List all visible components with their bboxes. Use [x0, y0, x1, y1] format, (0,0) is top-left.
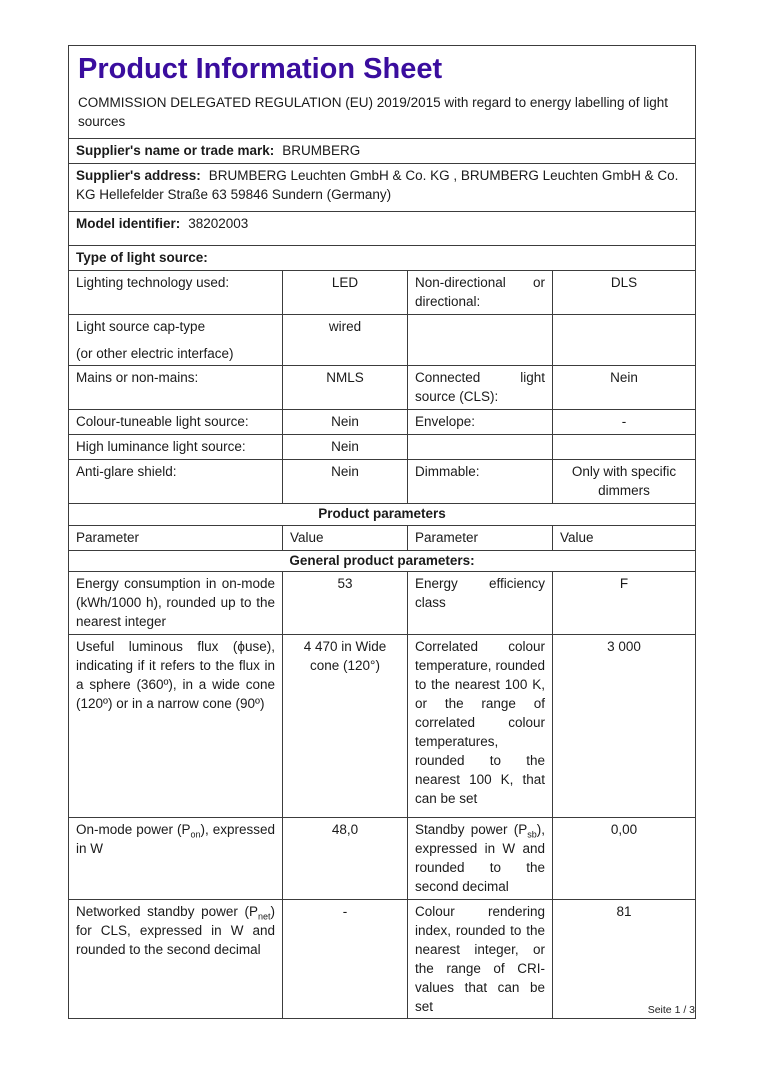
- column-header: Value: [553, 525, 696, 550]
- param-cell: Lighting technology used:: [69, 270, 283, 314]
- table-row: [69, 410, 696, 435]
- header-cell: [69, 46, 696, 139]
- type-section-heading: Type of light source:: [69, 246, 696, 271]
- page-title: Product Information Sheet: [78, 53, 443, 85]
- param-cell: Non-directional or directional:: [408, 270, 553, 314]
- column-header: Parameter: [69, 525, 283, 550]
- value-cell: wired: [283, 314, 408, 366]
- table-row: [69, 818, 696, 900]
- supplier-address-value: BRUMBERG Leuchten GmbH & Co. KG , BRUMBERG Leuchten GmbH & Co. KG Hellefelder Straße 63 59846 Sundern (Germany): [76, 168, 679, 202]
- table-row: [69, 270, 696, 314]
- value-cell: -: [553, 410, 696, 435]
- table-row: [69, 460, 696, 504]
- param-cell: High luminance light source:: [69, 435, 283, 460]
- general-parameters-heading: General product parameters:: [69, 550, 696, 572]
- value-cell: Nein: [283, 460, 408, 504]
- param-cell: Dimmable:: [408, 460, 553, 504]
- header-block-row: [69, 46, 696, 139]
- param-text: Networked standby power (P: [76, 904, 258, 920]
- value-cell: F: [553, 572, 696, 635]
- table-row: [69, 366, 696, 410]
- table-row: [69, 314, 696, 366]
- value-cell: 53: [283, 572, 408, 635]
- param-text: Light source cap-type: [76, 318, 206, 334]
- value-cell: 48,0: [283, 818, 408, 900]
- param-cell: Energy efficiency class: [408, 572, 553, 635]
- param-subscript: on: [190, 830, 201, 841]
- param-cell: Energy consumption in on-mode (kWh/1000 h), rounded up to the nearest integer: [69, 572, 283, 635]
- supplier-address-cell: [69, 164, 696, 212]
- param-cell: Connected light source (CLS):: [408, 366, 553, 410]
- param-cell: Mains or non-mains:: [69, 366, 283, 410]
- value-cell: 4 470 in Wide cone (120°): [283, 635, 408, 818]
- param-cell: Useful luminous flux (ϕuse), indicating if it refers to the flux in a sphere (360º), in a wide cone (120º) or in a narrow cone (90º): [69, 635, 283, 818]
- table-row: [69, 635, 696, 818]
- param-cell: Anti-glare shield:: [69, 460, 283, 504]
- param-cell: [69, 818, 283, 900]
- value-cell: NMLS: [283, 366, 408, 410]
- table-row: [69, 435, 696, 460]
- param-text: (or other electric interface): [76, 345, 234, 361]
- table-row: [69, 572, 696, 635]
- value-cell: -: [283, 900, 408, 1019]
- param-cell: [69, 314, 283, 366]
- param-text: On-mode power (P: [76, 822, 191, 838]
- model-identifier-row: [69, 212, 696, 246]
- supplier-name-cell: [69, 139, 696, 164]
- value-cell: 3 000: [553, 635, 696, 818]
- param-cell: Colour rendering index, rounded to the nearest integer, or the range of CRI-values that can be set: [408, 900, 553, 1019]
- product-info-table: [68, 45, 696, 1019]
- value-cell: [553, 314, 696, 366]
- value-cell: Nein: [553, 366, 696, 410]
- model-identifier-cell: [69, 212, 696, 246]
- supplier-address-row: [69, 164, 696, 212]
- param-cell: Colour-tuneable light source:: [69, 410, 283, 435]
- table-row: [69, 900, 696, 1019]
- value-cell: Only with specific dimmers: [553, 460, 696, 504]
- param-cell: Correlated colour temperature, rounded to the nearest 100 K, or the range of correlated colour temperatures, rounded to the nearest 100 K, that can be set: [408, 635, 553, 818]
- param-text: ), expressed in W: [76, 822, 275, 857]
- column-headers-row: [69, 525, 696, 550]
- supplier-name-label: Supplier's name or trade mark:: [76, 143, 275, 159]
- regulation-text: COMMISSION DELEGATED REGULATION (EU) 2019/2015 with regard to energy labelling of light sources: [78, 95, 668, 130]
- param-cell: [408, 314, 553, 366]
- value-cell: 0,00: [553, 818, 696, 900]
- param-cell: Envelope:: [408, 410, 553, 435]
- page-number: Seite 1 / 3: [647, 1004, 695, 1016]
- param-text: ), expressed in W and rounded to the second decimal: [415, 822, 545, 895]
- supplier-name-value: BRUMBERG: [282, 143, 361, 159]
- param-text: Standby power (P: [415, 822, 528, 838]
- value-cell: 81: [553, 900, 696, 1019]
- value-cell: [553, 435, 696, 460]
- product-parameters-heading-row: [69, 503, 696, 525]
- value-cell: Nein: [283, 410, 408, 435]
- supplier-address-label: Supplier's address:: [76, 168, 201, 184]
- value-cell: DLS: [553, 270, 696, 314]
- model-identifier-value: 38202003: [188, 216, 249, 232]
- param-cell: [408, 435, 553, 460]
- column-header: Value: [283, 525, 408, 550]
- param-cell: [69, 900, 283, 1019]
- column-header: Parameter: [408, 525, 553, 550]
- product-parameters-heading: Product parameters: [69, 503, 696, 525]
- param-subscript: net: [257, 911, 271, 922]
- supplier-name-row: [69, 139, 696, 164]
- general-parameters-heading-row: [69, 550, 696, 572]
- type-section-heading-row: [69, 246, 696, 271]
- value-cell: Nein: [283, 435, 408, 460]
- param-subscript: sb: [527, 830, 537, 841]
- param-cell: [408, 818, 553, 900]
- value-cell: LED: [283, 270, 408, 314]
- param-text: ) for CLS, expressed in W and rounded to the second decimal: [76, 904, 275, 957]
- model-identifier-label: Model identifier:: [76, 216, 181, 232]
